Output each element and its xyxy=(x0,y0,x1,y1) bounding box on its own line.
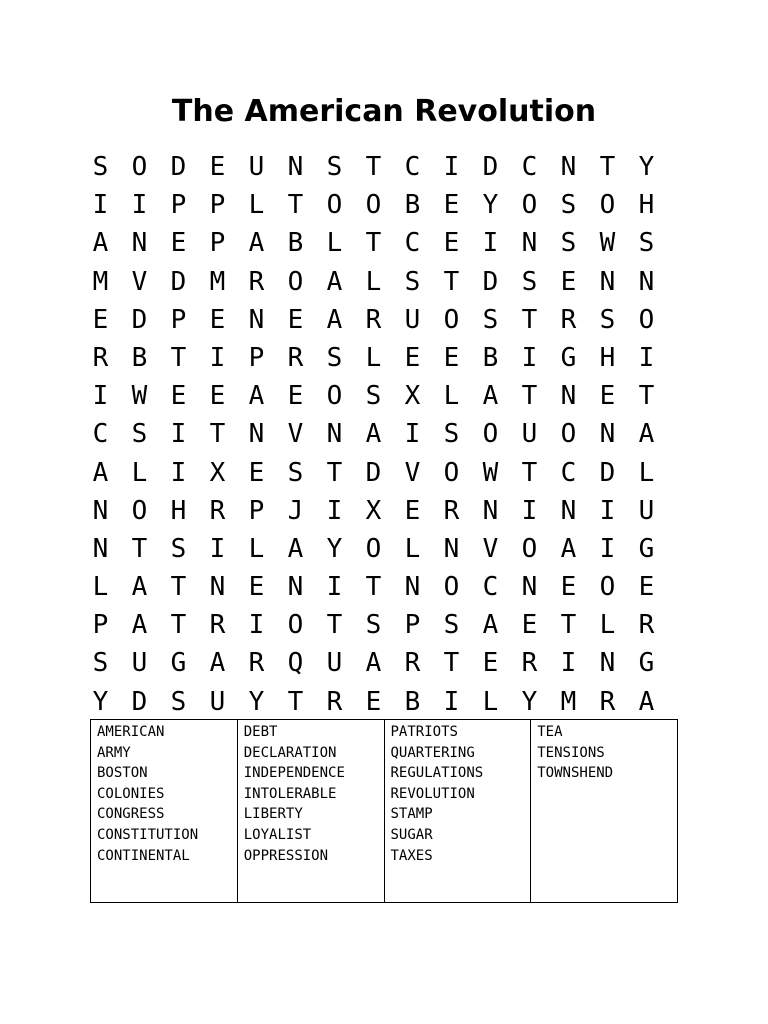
grid-letter: L xyxy=(599,610,616,641)
grid-letter: W xyxy=(599,228,616,259)
grid-letter: E xyxy=(209,381,226,412)
grid-letter: S xyxy=(92,648,109,679)
grid-letter: E xyxy=(209,304,226,335)
grid-letter: I xyxy=(638,342,655,373)
grid-row xyxy=(81,186,666,224)
grid-letter: N xyxy=(287,572,304,603)
grid-letter: S xyxy=(560,190,577,221)
grid-letter: R xyxy=(248,266,265,297)
grid-letter: O xyxy=(365,533,382,564)
grid-letter: T xyxy=(170,342,187,373)
grid-letter: D xyxy=(482,266,499,297)
grid-letter: G xyxy=(638,648,655,679)
grid-row xyxy=(81,568,666,606)
grid-letter: N xyxy=(521,572,538,603)
grid-letter: T xyxy=(521,304,538,335)
grid-letter: N xyxy=(560,152,577,182)
grid-letter: V xyxy=(287,419,304,450)
word-list-item: PATRIOTS xyxy=(390,724,458,740)
grid-letter: H xyxy=(170,495,187,526)
word-list-item: ARMY xyxy=(97,744,131,761)
grid-letter: N xyxy=(287,152,304,182)
grid-letter: P xyxy=(170,190,187,221)
grid-letter: R xyxy=(560,304,577,335)
grid-letter: O xyxy=(599,572,616,603)
grid-letter: P xyxy=(248,495,265,526)
grid-letter: A xyxy=(326,304,343,335)
grid-letter: P xyxy=(170,304,187,335)
grid-letter: I xyxy=(131,190,148,221)
grid-letter: T xyxy=(521,457,538,488)
grid-letter: U xyxy=(521,419,538,450)
grid-letter: S xyxy=(404,266,421,297)
grid-letter: A xyxy=(131,610,148,641)
grid-letter: P xyxy=(209,190,226,221)
grid-letter: S xyxy=(443,419,460,450)
grid-letter: L xyxy=(326,228,343,259)
grid-letter: N xyxy=(248,419,265,450)
grid-letter: T xyxy=(365,572,382,603)
grid-letter: L xyxy=(248,190,265,221)
grid-letter: I xyxy=(443,686,460,717)
grid-letter: S xyxy=(131,419,148,450)
grid-letter: U xyxy=(326,648,343,679)
word-list-item: REVOLUTION xyxy=(390,785,475,802)
grid-letter: A xyxy=(638,686,655,717)
grid-letter: D xyxy=(131,686,148,717)
word-list-item: TAXES xyxy=(390,847,433,864)
grid-row xyxy=(81,454,666,492)
grid-letter: E xyxy=(170,381,187,412)
grid-letter: C xyxy=(560,457,577,488)
grid-letter: A xyxy=(326,266,343,297)
grid-letter: A xyxy=(248,381,265,412)
word-list-column xyxy=(91,720,238,902)
grid-letter: R xyxy=(404,648,421,679)
grid-row xyxy=(81,377,666,415)
grid-letter: I xyxy=(482,228,499,259)
grid-letter: I xyxy=(599,533,616,564)
grid-letter: R xyxy=(92,342,109,373)
word-list-item: DEBT xyxy=(243,724,278,740)
grid-letter: S xyxy=(560,228,577,259)
grid-letter: E xyxy=(521,610,538,641)
word-list-column xyxy=(531,720,677,902)
letter-grid xyxy=(81,148,666,721)
grid-letter: R xyxy=(521,648,538,679)
grid-letter: O xyxy=(521,190,538,221)
grid-letter: I xyxy=(326,572,343,603)
grid-letter: N xyxy=(131,228,148,259)
word-list-item: TEA xyxy=(537,724,563,740)
grid-letter: I xyxy=(92,190,109,221)
grid-letter: E xyxy=(443,228,460,259)
grid-letter: X xyxy=(209,457,226,488)
grid-letter: N xyxy=(599,648,616,679)
grid-letter: T xyxy=(170,572,187,603)
grid-letter: E xyxy=(287,304,304,335)
grid-letter: R xyxy=(326,686,343,717)
grid-letter: T xyxy=(170,610,187,641)
grid-letter: T xyxy=(326,610,343,641)
grid-letter: N xyxy=(599,266,616,297)
grid-letter: V xyxy=(482,533,499,564)
grid-letter: I xyxy=(560,648,577,679)
grid-letter: U xyxy=(638,495,655,526)
grid-letter: O xyxy=(326,190,343,221)
grid-letter: E xyxy=(560,266,577,297)
grid-letter: N xyxy=(92,495,109,526)
grid-letter: I xyxy=(92,381,109,412)
grid-letter: I xyxy=(521,495,538,526)
grid-row xyxy=(81,148,666,186)
grid-letter: G xyxy=(560,342,577,373)
grid-row xyxy=(81,301,666,339)
grid-letter: U xyxy=(248,152,265,182)
grid-letter: C xyxy=(482,572,499,603)
grid-letter: L xyxy=(131,457,148,488)
grid-letter: A xyxy=(131,572,148,603)
grid-letter: N xyxy=(209,572,226,603)
grid-letter: T xyxy=(131,533,148,564)
grid-row xyxy=(81,339,666,377)
grid-letter: N xyxy=(326,419,343,450)
grid-letter: O xyxy=(443,457,460,488)
grid-letter: O xyxy=(443,572,460,603)
word-list-item: COLONIES xyxy=(97,785,165,802)
grid-letter: B xyxy=(287,228,304,259)
grid-letter: S xyxy=(170,686,187,717)
grid-letter: T xyxy=(443,648,460,679)
grid-row xyxy=(81,530,666,568)
page-title: The American Revolution xyxy=(171,94,597,129)
grid-letter: R xyxy=(209,610,226,641)
grid-letter: O xyxy=(365,190,382,221)
grid-letter: O xyxy=(287,610,304,641)
grid-letter: T xyxy=(287,190,304,221)
grid-letter: S xyxy=(365,610,382,641)
grid-letter: E xyxy=(92,304,109,335)
grid-letter: L xyxy=(482,686,499,717)
grid-letter: A xyxy=(638,419,655,450)
grid-letter: I xyxy=(209,342,226,373)
grid-letter: E xyxy=(170,228,187,259)
grid-letter: E xyxy=(443,342,460,373)
grid-letter: T xyxy=(521,381,538,412)
grid-letter: Y xyxy=(521,686,538,717)
grid-letter: P xyxy=(209,228,226,259)
grid-row xyxy=(81,606,666,644)
grid-letter: D xyxy=(482,152,499,182)
grid-letter: L xyxy=(92,572,109,603)
grid-row xyxy=(81,415,666,453)
grid-letter: T xyxy=(365,152,382,182)
grid-letter: B xyxy=(404,686,421,717)
grid-letter: I xyxy=(170,419,187,450)
grid-row xyxy=(81,492,666,530)
grid-letter: U xyxy=(131,648,148,679)
grid-letter: N xyxy=(560,381,577,412)
grid-letter: N xyxy=(92,533,109,564)
grid-letter: H xyxy=(638,190,655,221)
grid-letter: O xyxy=(482,419,499,450)
grid-letter: S xyxy=(599,304,616,335)
grid-letter: Y xyxy=(482,190,499,221)
word-list-item: STAMP xyxy=(390,806,433,823)
grid-letter: H xyxy=(599,342,616,373)
grid-letter: S xyxy=(326,342,343,373)
grid-letter: I xyxy=(170,457,187,488)
grid-letter: R xyxy=(287,342,304,373)
grid-letter: O xyxy=(287,266,304,297)
grid-letter: P xyxy=(404,610,421,641)
grid-letter: L xyxy=(443,381,460,412)
grid-letter: A xyxy=(92,457,109,488)
grid-letter: N xyxy=(560,495,577,526)
grid-letter: J xyxy=(287,495,304,526)
grid-letter: L xyxy=(365,342,382,373)
grid-letter: A xyxy=(482,381,499,412)
grid-letter: I xyxy=(599,495,616,526)
grid-letter: E xyxy=(560,572,577,603)
grid-letter: G xyxy=(638,533,655,564)
grid-letter: G xyxy=(170,648,187,679)
grid-letter: I xyxy=(521,342,538,373)
grid-letter: A xyxy=(287,533,304,564)
word-list-table xyxy=(90,719,678,903)
grid-letter: T xyxy=(443,266,460,297)
word-list-item: CONTINENTAL xyxy=(97,847,190,864)
grid-row xyxy=(81,683,666,721)
grid-letter: A xyxy=(365,419,382,450)
grid-letter: L xyxy=(638,457,655,488)
word-list-item: INTOLERABLE xyxy=(243,785,337,802)
grid-letter: T xyxy=(560,610,577,641)
grid-letter: B xyxy=(482,342,499,373)
grid-letter: E xyxy=(638,572,655,603)
grid-letter: Y xyxy=(248,686,265,717)
grid-letter: P xyxy=(248,342,265,373)
word-list-item: OPPRESSION xyxy=(243,847,329,864)
grid-letter: N xyxy=(638,266,655,297)
grid-letter: C xyxy=(92,419,109,450)
grid-letter: E xyxy=(404,342,421,373)
word-list-column xyxy=(238,720,385,902)
grid-letter: S xyxy=(92,152,109,182)
grid-letter: O xyxy=(131,152,148,182)
grid-letter: A xyxy=(248,228,265,259)
grid-letter: V xyxy=(404,457,421,488)
grid-letter: Y xyxy=(638,152,655,182)
grid-letter: E xyxy=(209,152,226,182)
grid-letter: C xyxy=(404,228,421,259)
grid-letter: R xyxy=(365,304,382,335)
grid-letter: I xyxy=(326,495,343,526)
grid-letter: S xyxy=(482,304,499,335)
grid-letter: N xyxy=(404,572,421,603)
grid-letter: Y xyxy=(92,686,109,717)
grid-letter: S xyxy=(287,457,304,488)
grid-letter: R xyxy=(599,686,616,717)
word-list-item: BOSTON xyxy=(97,765,148,782)
grid-row xyxy=(81,224,666,262)
grid-letter: I xyxy=(248,610,265,641)
grid-letter: X xyxy=(365,495,382,526)
grid-letter: S xyxy=(365,381,382,412)
grid-letter: R xyxy=(443,495,460,526)
grid-letter: L xyxy=(404,533,421,564)
grid-letter: D xyxy=(599,457,616,488)
word-list-item: QUARTERING xyxy=(390,744,475,761)
grid-letter: W xyxy=(482,457,499,488)
grid-letter: L xyxy=(248,533,265,564)
word-list-item: LOYALIST xyxy=(243,826,312,843)
grid-letter: N xyxy=(482,495,499,526)
grid-letter: N xyxy=(248,304,265,335)
grid-letter: B xyxy=(404,190,421,221)
grid-letter: M xyxy=(560,686,577,717)
grid-letter: I xyxy=(404,419,421,450)
grid-letter: N xyxy=(443,533,460,564)
grid-row xyxy=(81,263,666,301)
grid-letter: S xyxy=(521,266,538,297)
grid-letter: D xyxy=(170,152,187,182)
grid-letter: S xyxy=(638,228,655,259)
grid-letter: E xyxy=(482,648,499,679)
grid-letter: R xyxy=(209,495,226,526)
grid-letter: T xyxy=(326,457,343,488)
grid-letter: O xyxy=(638,304,655,335)
grid-letter: O xyxy=(599,190,616,221)
grid-letter: A xyxy=(209,648,226,679)
word-list-item: CONGRESS xyxy=(97,806,165,823)
grid-letter: S xyxy=(170,533,187,564)
word-list-item: TOWNSHEND xyxy=(537,765,614,782)
grid-letter: A xyxy=(92,228,109,259)
grid-letter: R xyxy=(248,648,265,679)
grid-letter: Q xyxy=(287,648,304,679)
grid-letter: W xyxy=(131,381,148,412)
word-list-item: SUGAR xyxy=(390,826,433,843)
grid-letter: B xyxy=(131,342,148,373)
grid-letter: R xyxy=(638,610,655,641)
word-list-column xyxy=(385,720,532,902)
grid-letter: C xyxy=(404,152,421,182)
grid-letter: M xyxy=(209,266,226,297)
grid-letter: O xyxy=(131,495,148,526)
grid-letter: U xyxy=(209,686,226,717)
grid-letter: Y xyxy=(326,533,343,564)
grid-letter: A xyxy=(365,648,382,679)
word-list-item: REGULATIONS xyxy=(390,765,484,782)
grid-letter: O xyxy=(521,533,538,564)
grid-letter: E xyxy=(248,457,265,488)
grid-letter: E xyxy=(365,686,382,717)
word-list-item: AMERICAN xyxy=(97,724,165,740)
word-list-item: CONSTITUTION xyxy=(97,826,199,843)
grid-letter: T xyxy=(209,419,226,450)
grid-letter: E xyxy=(287,381,304,412)
grid-letter: S xyxy=(326,152,343,182)
grid-letter: D xyxy=(365,457,382,488)
grid-letter: N xyxy=(521,228,538,259)
grid-letter: E xyxy=(248,572,265,603)
grid-letter: T xyxy=(638,381,655,412)
grid-letter: E xyxy=(599,381,616,412)
grid-letter: I xyxy=(443,152,460,182)
grid-letter: I xyxy=(209,533,226,564)
grid-row xyxy=(81,644,666,682)
grid-letter: O xyxy=(326,381,343,412)
word-list-item: TENSIONS xyxy=(537,744,605,761)
word-list-item: DECLARATION xyxy=(243,744,337,761)
grid-letter: D xyxy=(131,304,148,335)
grid-letter: V xyxy=(131,266,148,297)
grid-letter: D xyxy=(170,266,187,297)
grid-letter: A xyxy=(560,533,577,564)
word-list-item: LIBERTY xyxy=(243,806,303,823)
grid-letter: T xyxy=(599,152,616,182)
grid-letter: T xyxy=(287,686,304,717)
grid-letter: O xyxy=(560,419,577,450)
grid-letter: T xyxy=(365,228,382,259)
grid-letter: E xyxy=(443,190,460,221)
word-list-item: INDEPENDENCE xyxy=(243,765,345,782)
grid-letter: S xyxy=(443,610,460,641)
grid-letter: E xyxy=(404,495,421,526)
grid-letter: M xyxy=(92,266,109,297)
grid-letter: P xyxy=(92,610,109,641)
grid-letter: L xyxy=(365,266,382,297)
grid-letter: A xyxy=(482,610,499,641)
grid-letter: N xyxy=(599,419,616,450)
grid-letter: X xyxy=(404,381,421,412)
grid-letter: C xyxy=(521,152,538,182)
grid-letter: U xyxy=(404,304,421,335)
grid-letter: O xyxy=(443,304,460,335)
